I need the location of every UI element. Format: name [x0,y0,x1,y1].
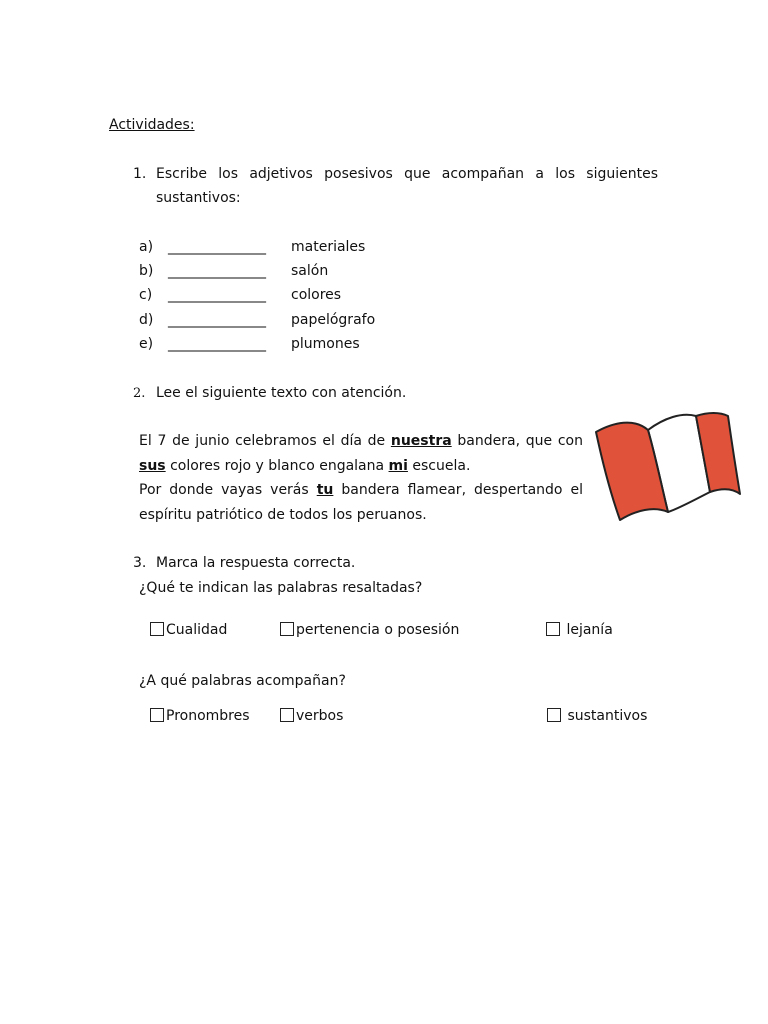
question-2-text: ¿A qué palabras acompañan? [139,673,346,689]
noun-word: colores [291,287,342,303]
checkbox[interactable] [280,622,294,636]
q3-number: 3. [133,555,147,571]
option-label: pertenencia o posesión [296,622,460,638]
noun-word: plumones [291,336,360,352]
option-sustantivos[interactable] [547,708,647,724]
highlighted-word-nuestra: nuestra [390,433,452,449]
noun-word: materiales [291,239,366,255]
q1-number: 1. [133,166,147,182]
option-cualidad[interactable] [150,622,227,638]
option-lejania[interactable] [546,622,613,638]
reading-text: bandera, que con [457,433,583,449]
noun-word: papelógrafo [291,312,376,328]
reading-text: colores rojo y blanco engalana [170,458,385,474]
q1-instruction-line2: sustantivos: [156,190,241,206]
option-label: Cualidad [166,622,228,638]
answer-blank[interactable]: ______________ [168,336,266,352]
q3-instruction: Marca la respuesta correcta. [156,555,356,571]
item-letter: b) [139,263,154,279]
activities-heading: Actividades: [109,117,195,133]
reading-text: El 7 de junio celebramos el día de [139,433,386,449]
reading-text: bandera flamear, despertando el [341,482,583,498]
answer-blank[interactable]: ______________ [168,263,266,279]
reading-text: Por donde vayas verás [139,482,309,498]
item-letter: e) [139,336,154,352]
reading-line-1 [139,433,583,449]
highlighted-word-mi: mi [388,458,408,474]
answer-blank[interactable]: ______________ [168,287,266,303]
answer-blank[interactable]: ______________ [168,312,266,328]
option-verbos[interactable] [280,708,343,724]
item-letter: c) [139,287,153,303]
item-letter: d) [139,312,154,328]
option-label: lejanía [566,622,613,638]
checkbox[interactable] [547,708,561,722]
q1-instruction-line1: Escribe los adjetivos posesivos que acompañan a los siguientes [156,166,658,182]
checkbox[interactable] [546,622,560,636]
reading-line-3 [139,482,583,498]
answer-blank[interactable]: ______________ [168,239,266,255]
highlighted-word-sus: sus [139,458,166,474]
option-pertenencia[interactable] [280,622,459,638]
checkbox[interactable] [150,708,164,722]
item-letter: a) [139,239,154,255]
reading-line-4: espíritu patriótico de todos los peruanos. [139,507,427,523]
highlighted-word-tu: tu [316,482,334,498]
reading-line-2 [139,458,470,474]
peru-flag-image [592,408,744,524]
option-label: verbos [296,708,344,724]
q2-instruction: Lee el siguiente texto con atención. [156,385,407,401]
option-label: sustantivos [567,708,648,724]
checkbox[interactable] [280,708,294,722]
option-pronombres[interactable] [150,708,250,724]
option-label: Pronombres [166,708,250,724]
question-1-text: ¿Qué te indican las palabras resaltadas? [139,580,423,596]
q2-number: 2. [133,386,146,401]
checkbox[interactable] [150,622,164,636]
reading-text: escuela. [412,458,471,474]
noun-word: salón [291,263,329,279]
